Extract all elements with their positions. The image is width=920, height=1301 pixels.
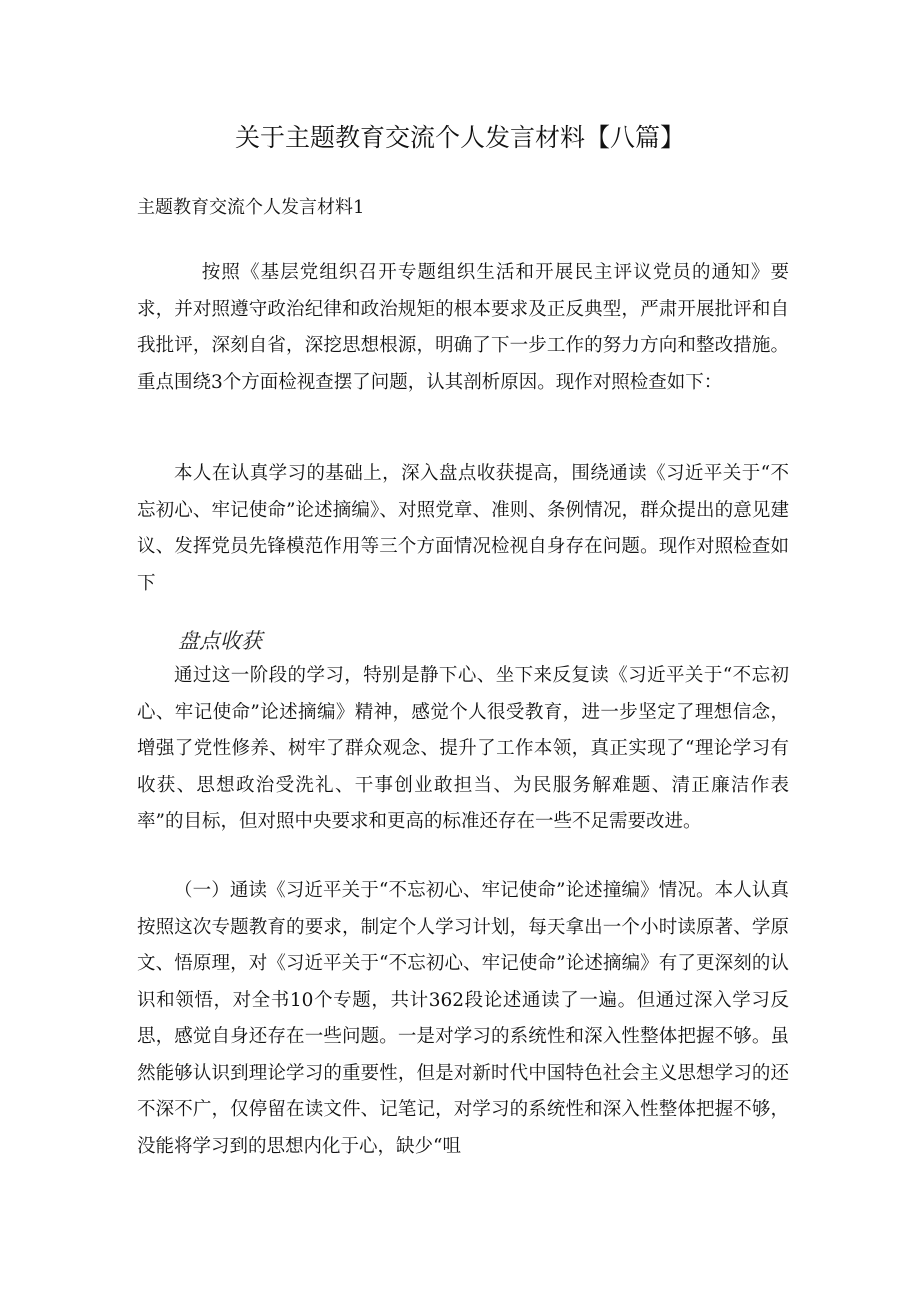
paragraph-reading: （一）通读《习近平关于“不忘初心、牢记使命”论述撞编》情况。本人认真按照这次专题教育的要求，制定个人学习计划，每天拿出一个小时读原著、学原文、悟原理，对《习近平关于“不忘初心、牢记使命”论述摘编》有了更深刻的认识和领悟，对全书10个专题，共计362段论述通读了一遍。但通过深入学习反思，感觉自身还存在一些问题。一是对学习的系统性和深入性整体把握不够。虽然能够认识到理论学习的重要性，但是对新时代中国特色社会主义思想学习的还不深不广，仅停留在读文件、记笔记，对学习的系统性和深入性整体把握不够，没能将学习到的思想内化于心，缺少“咀 [137,880,789,1157]
document-subtitle: 主题教育交流个人发言材料1 [137,197,365,218]
paragraph-gains: 通过这一阶段的学习，特别是静下心、坐下来反复读《习近平关于“不忘初心、牢记使命”论述摘编》精神，感觉个人很受教育，进一步坚定了理想信念，增强了党性修养、树牢了群众观念、提升了工作本领，真正实现了“理论学习有收获、思想政治受洗礼、干事创业敢担当、为民服务解难题、清正廉洁作表率”的目标，但对照中央要求和更高的标准还存在一些不足需要改进。 [137,665,789,832]
document-title: 关于主题教育交流个人发言材料【八篇】 [234,123,685,152]
section-heading: 盘点收获 [178,629,262,653]
paragraph-intro: 按照《基层党组织召开专题组织生活和开展民主评议党员的通知》要求，并对照遵守政治纪律和政治规矩的根本要求及正反典型，严肃开展批评和自我批评，深刻自省，深挖思想根源，明确了下一步工作的努力方向和整改措施。重点围绕3个方面检视查摆了问题，认其剖析原因。现作对照检查如下： [137,262,789,393]
paragraph-overview: 本人在认真学习的基础上，深入盘点收获提高，围绕通读《习近平关于“不忘初心、牢记使命”论述摘编》、对照党章、准则、条例情况，群众提出的意见建议、发挥党员先锋模范作用等三个方面情况检视自身存在问题。现作对照检查如下 [137,463,789,594]
